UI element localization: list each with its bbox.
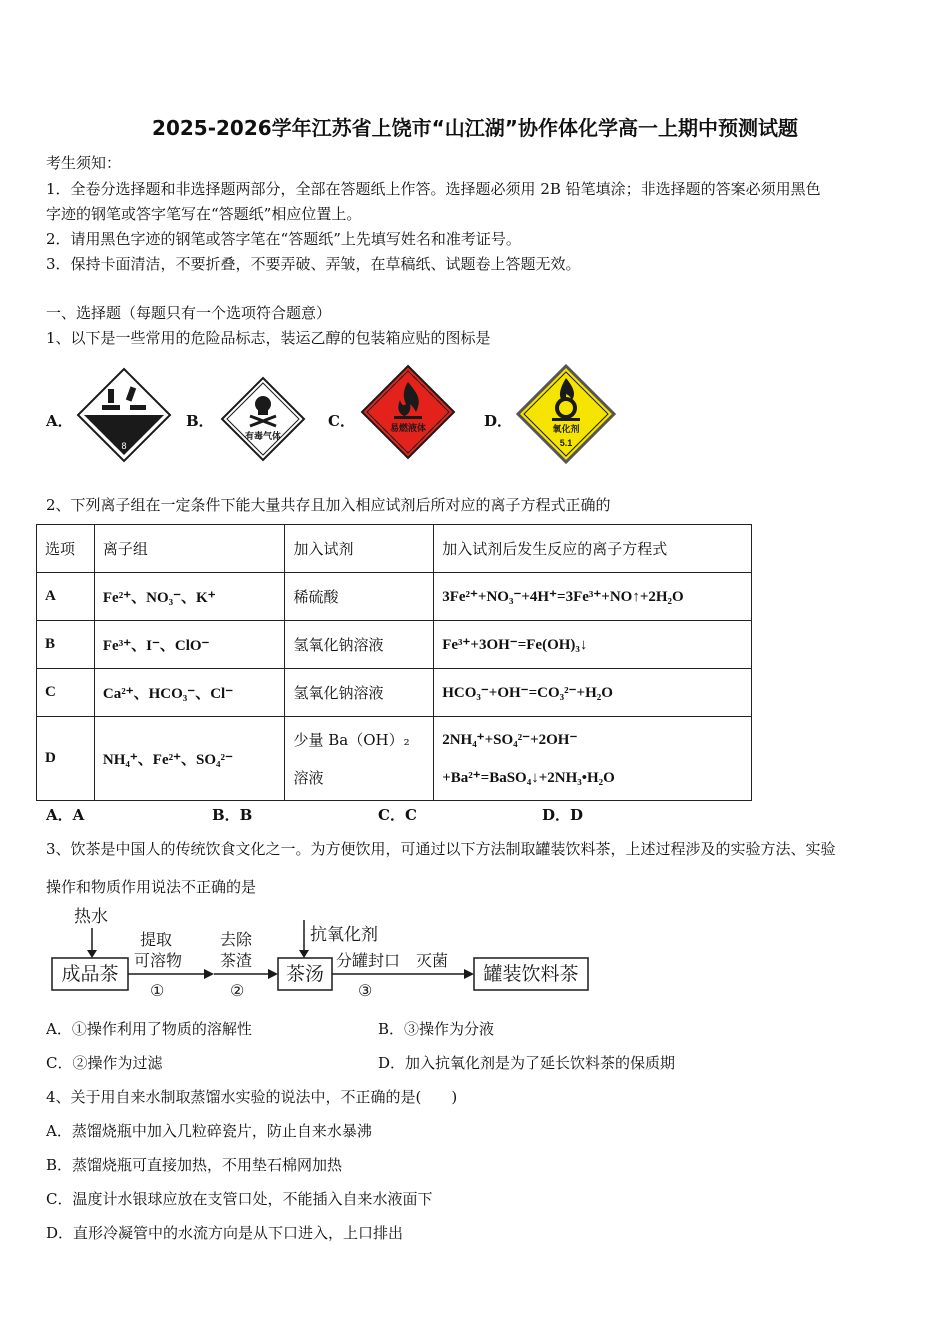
row-equation-line-2: +Ba²⁺=BaSO₄↓+2NH₃•H₂O	[442, 769, 615, 786]
q2-table	[36, 524, 752, 801]
toxic-gas-sign-icon	[220, 376, 306, 466]
table-header-row	[37, 525, 752, 573]
header-reagent: 加入试剂	[285, 525, 434, 573]
q3-option-d: D．加入抗氧化剂是为了延长饮料茶的保质期	[378, 1054, 676, 1072]
header-ions: 离子组	[94, 525, 285, 573]
row-reagent-line-1: 少量 Ba（OH）₂	[293, 730, 410, 749]
flow-box-finished-tea: 成品茶	[61, 963, 119, 985]
q2-choice-b: B．B	[212, 806, 253, 824]
flow-step3-label: 分罐封口	[336, 951, 401, 970]
row-equation: 3Fe²⁺+NO₃⁻+4H⁺=3Fe³⁺+NO↑+2H₂O	[434, 573, 752, 621]
flammable-liquid-sign-icon	[360, 364, 456, 464]
q4-option-c: C．温度计水银球应放在支管口处，不能插入自来水液面下	[46, 1190, 433, 1208]
sign-d-text: 氧化剂	[552, 425, 580, 435]
row-reagent-line-2: 溶液	[293, 768, 324, 787]
q3-option-c: C．②操作为过滤	[46, 1054, 163, 1072]
notice-heading: 考生须知：	[46, 154, 122, 172]
row-equation: HCO₃⁻+OH⁻=CO₃²⁻+H₂O	[434, 669, 752, 717]
q2-stem: 2、下列离子组在一定条件下能大量共存且加入相应试剂后所对应的离子方程式正确的	[46, 496, 611, 514]
row-equation: Fe³⁺+3OH⁻=Fe(OH)₃↓	[434, 621, 752, 669]
flow-sterilize: 灭菌	[416, 951, 449, 970]
flow-hot-water: 热水	[74, 907, 108, 927]
notice-line-2: 2．请用黑色字迹的钢笔或答字笔在“答题纸”上先填写姓名和准考证号。	[46, 230, 521, 248]
flow-antioxidant: 抗氧化剂	[310, 925, 378, 945]
row-equation	[434, 717, 752, 801]
q2-choice-d: D．D	[542, 806, 584, 824]
q3-option-b: B．③操作为分液	[378, 1020, 495, 1038]
q3-stem-1: 3、饮茶是中国人的传统饮食文化之一。为方便饮用，可通过以下方法制取罐装饮料茶，上述过程涉及的实验方法、实验	[46, 840, 836, 858]
notice-line-1b: 字迹的钢笔或答字笔写在“答题纸”相应位置上。	[46, 205, 362, 223]
table-row	[37, 621, 752, 669]
q1-label-d: D．	[484, 412, 513, 430]
flow-step2-line2: 茶渣	[220, 951, 253, 970]
q2-choice-c: C．C	[378, 806, 417, 824]
table-row	[37, 717, 752, 801]
q4-option-d: D．直形冷凝管中的水流方向是从下口进入，上口排出	[46, 1224, 404, 1242]
q1-label-a: A．	[46, 412, 73, 430]
sign-c-text: 易燃液体	[389, 424, 427, 434]
q1-label-c: C．	[328, 412, 355, 430]
notice-line-3: 3．保持卡面清洁，不要折叠，不要弄破、弄皱，在草稿纸、试题卷上答题无效。	[46, 255, 581, 273]
sign-b-text: 有毒气体	[244, 432, 282, 442]
flow-box-canned-tea: 罐装饮料茶	[483, 963, 579, 985]
row-ions: NH₄⁺、Fe²⁺、SO₄²⁻	[94, 717, 285, 801]
corrosive-sign-icon	[76, 367, 172, 467]
row-equation-line-1: 2NH₄⁺+SO₄²⁻+2OH⁻	[442, 731, 578, 748]
row-ions: Fe²⁺、NO₃⁻、K⁺	[94, 573, 285, 621]
q4-option-b: B．蒸馏烧瓶可直接加热，不用垫石棉网加热	[46, 1156, 343, 1174]
row-reagent: 氢氧化钠溶液	[285, 669, 434, 717]
section-heading: 一、选择题（每题只有一个选项符合题意）	[46, 304, 332, 322]
row-option: A	[37, 573, 95, 621]
row-reagent: 氢氧化钠溶液	[285, 621, 434, 669]
flow-step1-line2: 可溶物	[134, 951, 183, 970]
q4-option-a: A．蒸馏烧瓶中加入几粒碎瓷片，防止自来水暴沸	[46, 1122, 372, 1140]
q3-stem-2: 操作和物质作用说法不正确的是	[46, 878, 257, 896]
header-equation: 加入试剂后发生反应的离子方程式	[434, 525, 752, 573]
header-option: 选项	[37, 525, 95, 573]
flow-step2-line1: 去除	[220, 930, 253, 949]
flow-step1-number: ①	[150, 981, 165, 1000]
q1-stem: 1、以下是一些常用的危险品标志，装运乙醇的包装箱应贴的图标是	[46, 329, 491, 347]
flow-step3-number: ③	[358, 981, 373, 1000]
tea-process-diagram	[40, 900, 600, 1004]
row-ions: Fe³⁺、I⁻、ClO⁻	[94, 621, 285, 669]
page-title: 2025-2026学年江苏省上饶市“山江湖”协作体化学高一上期中预测试题	[152, 116, 798, 140]
table-row	[37, 573, 752, 621]
oxidizer-sign-icon	[516, 364, 616, 468]
row-reagent: 稀硫酸	[285, 573, 434, 621]
flow-step2-number: ②	[230, 981, 245, 1000]
q2-choice-a: A．A	[46, 806, 85, 824]
sign-d-number: 5.1	[559, 438, 573, 448]
row-option: B	[37, 621, 95, 669]
q4-stem: 4、关于用自来水制取蒸馏水实验的说法中，不正确的是( )	[46, 1088, 458, 1106]
row-option: D	[37, 717, 95, 801]
row-reagent	[285, 717, 434, 801]
row-ions: Ca²⁺、HCO₃⁻、Cl⁻	[94, 669, 285, 717]
flow-box-tea-soup: 茶汤	[285, 963, 325, 985]
flow-step1-line1: 提取	[140, 930, 173, 949]
sign-a-number: 8	[121, 441, 127, 451]
notice-line-1a: 1．全卷分选择题和非选择题两部分，全部在答题纸上作答。选择题必须用 2B 铅笔填涂；非选择题的答案必须用黑色	[46, 180, 821, 198]
q1-label-b: B．	[186, 412, 214, 430]
row-option: C	[37, 669, 95, 717]
table-row	[37, 669, 752, 717]
q3-option-a: A．①操作利用了物质的溶解性	[46, 1020, 252, 1038]
